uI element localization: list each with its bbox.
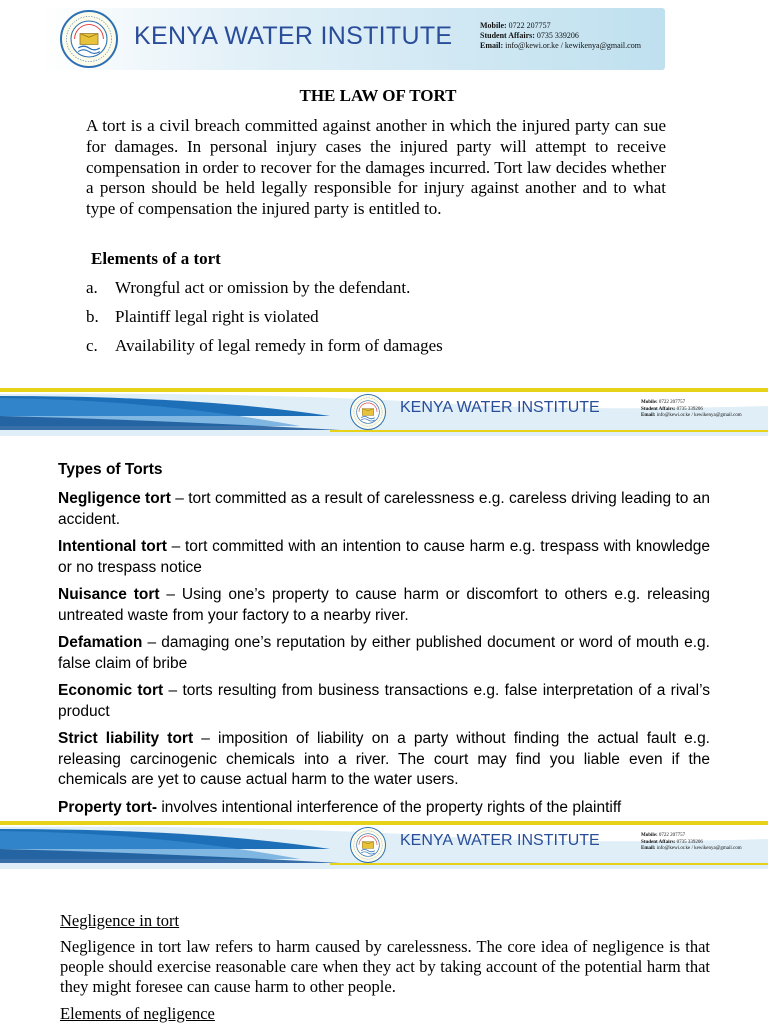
- term: Defamation: [58, 634, 143, 651]
- page-title: THE LAW OF TORT: [299, 86, 457, 105]
- definition: – damaging one’s reputation by either published document or word of mouth e.g. false claim of bribe: [58, 634, 710, 672]
- contact-info: [641, 400, 742, 420]
- institute-logo-icon: [350, 394, 386, 430]
- list-text: Plaintiff legal right is violated: [115, 307, 319, 326]
- student-affairs-number: 0735 339206: [536, 31, 579, 40]
- list-item: [58, 489, 710, 530]
- negligence-elements-heading: Elements of negligence: [60, 1004, 215, 1023]
- definition: involves intentional interference of the property rights of the plaintiff: [157, 798, 622, 816]
- mobile-label: Mobile:: [480, 21, 507, 30]
- list-item: [58, 537, 710, 578]
- definition: – Using one’s property to cause harm or discomfort to others e.g. releasing untreated waste from your factory to a nearby river.: [58, 586, 710, 624]
- institute-name: KENYA WATER INSTITUTE: [134, 22, 453, 50]
- definition: – tort committed with an intention to cause harm e.g. trespass with knowledge or no trespass notice: [58, 538, 710, 576]
- institute-name: KENYA WATER INSTITUTE: [400, 832, 600, 849]
- email-address: info@kewi.or.ke / kewikenya@gmail.com: [656, 413, 742, 418]
- mobile-label: Mobile:: [641, 400, 658, 405]
- list-text: Availability of legal remedy in form of damages: [115, 336, 443, 355]
- term: Strict liability tort: [58, 730, 194, 747]
- negligence-heading: Negligence in tort: [60, 911, 180, 930]
- contact-info: [641, 833, 742, 853]
- email-label: Email:: [480, 41, 504, 50]
- types-heading: Types of Torts: [58, 461, 163, 478]
- term: Intentional tort: [58, 538, 167, 555]
- elements-heading: Elements of a tort: [91, 249, 221, 268]
- student-affairs-label: Student Affairs:: [480, 31, 535, 40]
- list-item: [58, 585, 710, 626]
- student-affairs-number: 0735 339206: [676, 406, 703, 412]
- list-item: [86, 336, 686, 365]
- mobile-number: 0722 207757: [658, 400, 686, 405]
- email-address: info@kewi.or.ke / kewikenya@gmail.com: [656, 846, 742, 851]
- list-item: [58, 681, 710, 722]
- intro-paragraph: A tort is a civil breach committed against another in which the injured party can sue for damages. In personal injury cases the injured party will attempt to receive compensation in order to recover for the damages incurred. Tort law decides whether a person should be held legally responsible for injury against another and to what type of compensation the injured party is entitled to.: [86, 116, 666, 219]
- definition: – imposition of liability on a party without finding the actual fault e.g. releasing carcinogenic chemicals into a river. The court may find you liable even if the chemicals are yet to cause actual harm to the water users.: [58, 730, 710, 788]
- contact-info: [480, 21, 641, 51]
- negligence-paragraph: Negligence in tort law refers to harm caused by carelessness. The core idea of negligence is that people should exercise reasonable care when they act by taking account of the potential harm that they might foresee can cause harm to other people.: [60, 937, 710, 996]
- institute-logo-icon: [350, 827, 386, 863]
- email-label: Email:: [641, 413, 656, 418]
- term: Economic tort: [58, 682, 164, 699]
- email-address: info@kewi.or.ke / kewikenya@gmail.com: [505, 41, 641, 50]
- slide-banner: [0, 386, 768, 436]
- types-of-torts-section: [58, 460, 710, 825]
- elements-list: [86, 278, 686, 365]
- institute-logo-icon: [60, 10, 118, 68]
- header-banner: [40, 8, 665, 70]
- definition: – tort committed as a result of carelessness e.g. careless driving leading to an accident.: [58, 490, 710, 528]
- term: Negligence tort: [58, 490, 171, 507]
- list-letter: c.: [86, 336, 98, 355]
- list-item: [86, 307, 686, 336]
- student-affairs-label: Student Affairs:: [641, 406, 676, 412]
- list-text: Wrongful act or omission by the defendant.: [115, 278, 411, 297]
- student-affairs-label: Student Affairs:: [641, 839, 676, 845]
- term: Property tort-: [58, 798, 158, 816]
- list-item: [86, 278, 686, 307]
- mobile-number: 0722 207757: [658, 833, 686, 838]
- institute-name: KENYA WATER INSTITUTE: [400, 399, 600, 416]
- list-item: [58, 633, 710, 674]
- term: Nuisance tort: [58, 586, 160, 603]
- list-letter: b.: [86, 307, 99, 326]
- list-item: [58, 729, 710, 791]
- definition: – torts resulting from business transactions e.g. false interpretation of a rival’s product: [58, 682, 710, 720]
- student-affairs-number: 0735 339206: [676, 839, 703, 845]
- email-label: Email:: [641, 846, 656, 851]
- list-item: [58, 798, 710, 819]
- mobile-number: 0722 207757: [508, 21, 551, 30]
- slide-banner: [0, 819, 768, 869]
- mobile-label: Mobile:: [641, 833, 658, 838]
- list-letter: a.: [86, 278, 98, 297]
